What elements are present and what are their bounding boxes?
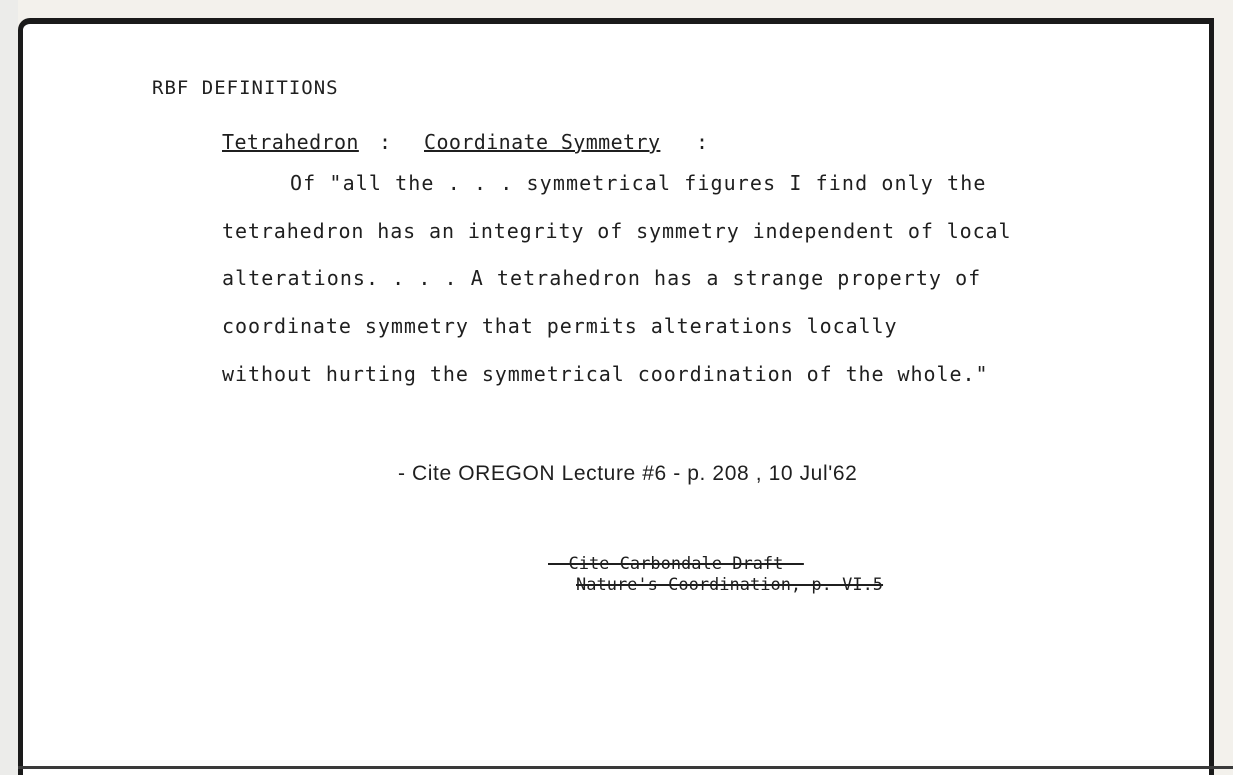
term-colon: :	[379, 130, 392, 154]
card-heading: RBF DEFINITIONS	[152, 77, 339, 99]
quote-line-1: Of "all the . . . symmetrical figures I find only the	[290, 171, 987, 195]
quote-line-2: tetrahedron has an integrity of symmetry independent of local	[222, 219, 1012, 243]
struck-citation-line-2: Nature's Coordination, p. VI.5	[576, 575, 884, 595]
quote-line-5: without hurting the symmetrical coordination of the whole."	[222, 362, 989, 386]
topic-colon: :	[696, 130, 709, 154]
struck-citation-line-1: - Cite Carbondale Draft -	[548, 554, 804, 574]
quote-line-4: coordinate symmetry that permits alterations locally	[222, 314, 898, 338]
citation: - Cite OREGON Lecture #6 - p. 208 , 10 Jul'62	[398, 462, 858, 485]
quote-line-3: alterations. . . . A tetrahedron has a strange property of	[222, 266, 982, 290]
topic-label: Coordinate Symmetry	[424, 130, 661, 154]
page-edge	[0, 0, 18, 775]
term-label: Tetrahedron	[222, 130, 359, 154]
card-bottom-rule	[18, 766, 1233, 769]
